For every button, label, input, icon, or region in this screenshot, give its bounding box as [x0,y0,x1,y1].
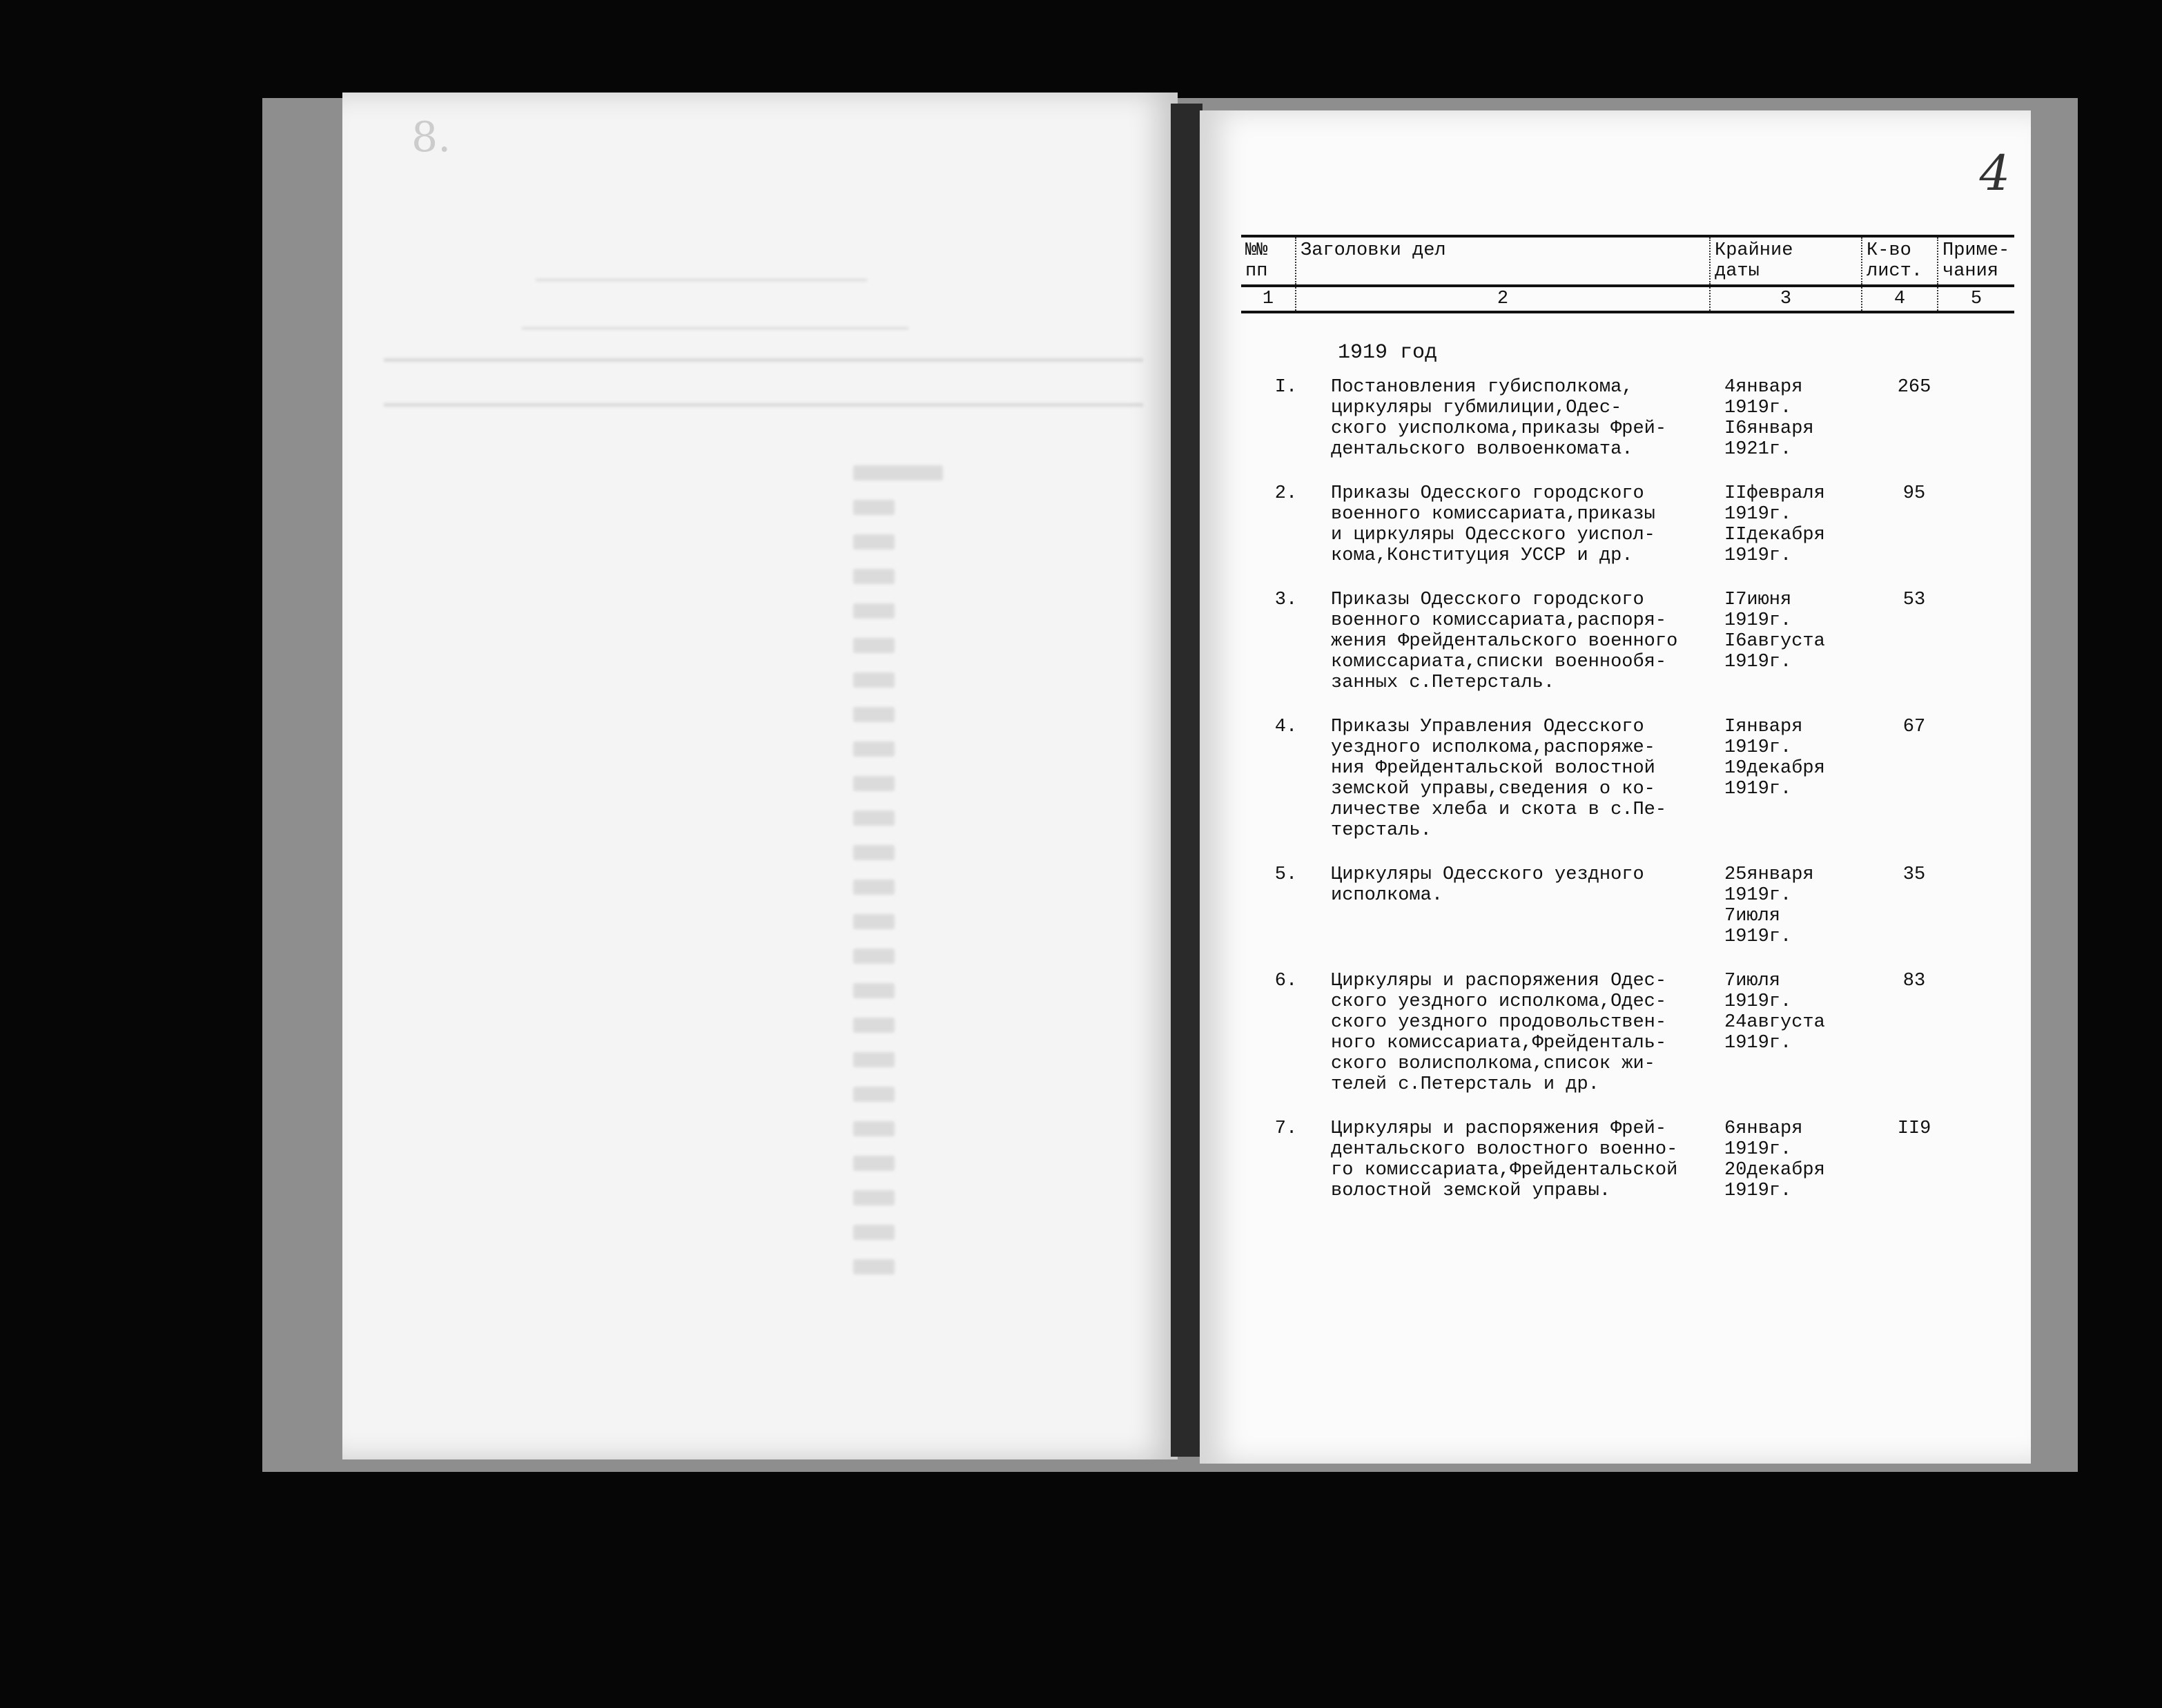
row-title: Циркуляры Одесского уездного исполкома. [1331,864,1644,906]
row-number: 4. [1274,717,1298,737]
row-count: II9 [1897,1118,1931,1139]
table-row [1241,590,2014,693]
table-row [1241,483,2014,566]
row-title: Циркуляры и распоряжения Одес- ского уездного исполкома,Одес- ского уездного продовольствен- ного комиссариата,Фрейденталь- ского волисполкома,список жи- телей с.Петерсталь и др. [1331,971,1667,1095]
table-row [1241,1118,2014,1201]
row-dates: 6января 1919г. 20декабря 1919г. [1724,1118,1825,1201]
row-dates: 4января 1919г. I6января 1921г. [1724,377,1814,460]
table-row [1241,864,2014,947]
row-dates: Iянваря 1919г. 19декабря 1919г. [1724,717,1825,799]
left-page-bleed-through [342,93,1178,1459]
row-dates: 7июля 1919г. 24августа 1919г. [1724,971,1825,1054]
row-number: 3. [1274,590,1298,610]
row-title: Постановления губисполкома, циркуляры губмилиции,Одес- ского уисполкома,приказы Фрей- дентальского волвоенкомата. [1331,377,1667,460]
column-number: 1 [1241,287,1296,311]
column-number: 3 [1711,287,1862,311]
row-dates: 25января 1919г. 7июля 1919г. [1724,864,1814,947]
table-row [1241,377,2014,460]
row-number: 2. [1274,483,1298,504]
row-count: 53 [1902,590,1926,610]
page-number: 4 [1979,145,2010,202]
book-gutter [1171,104,1202,1457]
row-number: 5. [1274,864,1298,885]
header-sheet-count: К-во лист. [1862,237,1938,284]
header-number: №№ пп [1241,237,1296,284]
row-count: 265 [1897,377,1931,398]
row-count: 67 [1902,717,1926,737]
right-page [1200,110,2031,1464]
table-row [1241,717,2014,841]
column-number: 4 [1862,287,1938,311]
year-heading: 1919 год [1338,341,1438,365]
left-page-pencil-mark: 8. [411,113,451,162]
row-count: 35 [1902,864,1926,885]
column-number: 2 [1296,287,1711,311]
header-title: Заголовки дел [1296,237,1711,284]
row-count: 83 [1902,971,1926,991]
table-row [1241,971,2014,1095]
row-number: 6. [1274,971,1298,991]
row-title: Приказы Одесского городского военного комиссариата,приказы и циркуляры Одесского уиспол- кома,Конституция УССР и др. [1331,483,1655,566]
row-number: I. [1274,377,1298,398]
row-title: Циркуляры и распоряжения Фрей- дентальского волостного военно- го комиссариата,Фрейдентальской волостной земской управы. [1331,1118,1678,1201]
column-number-row [1241,287,2014,313]
table-header [1241,235,2014,287]
column-number: 5 [1970,289,1983,309]
row-dates: I7июня 1919г. I6августа 1919г. [1724,590,1825,672]
row-title: Приказы Одесского городского военного комиссариата,распоря- жения Фрейдентальского военного комиссариата,списки военнообя- занных с.Петерсталь. [1331,590,1678,693]
row-number: 7. [1274,1118,1298,1139]
header-notes: Приме- чания [1942,240,2010,282]
row-title: Приказы Управления Одесского уездного исполкома,распоряже- ния Фрейдентальской волостной земской управы,сведения о ко- личестве хлеба и скота в с.Пе- терсталь. [1331,717,1667,841]
header-dates: Крайние даты [1711,237,1862,284]
left-page [342,93,1178,1459]
inventory-table [1241,235,2014,1225]
row-count: 95 [1902,483,1926,504]
row-dates: IIфевраля 1919г. IIдекабря 1919г. [1724,483,1825,566]
